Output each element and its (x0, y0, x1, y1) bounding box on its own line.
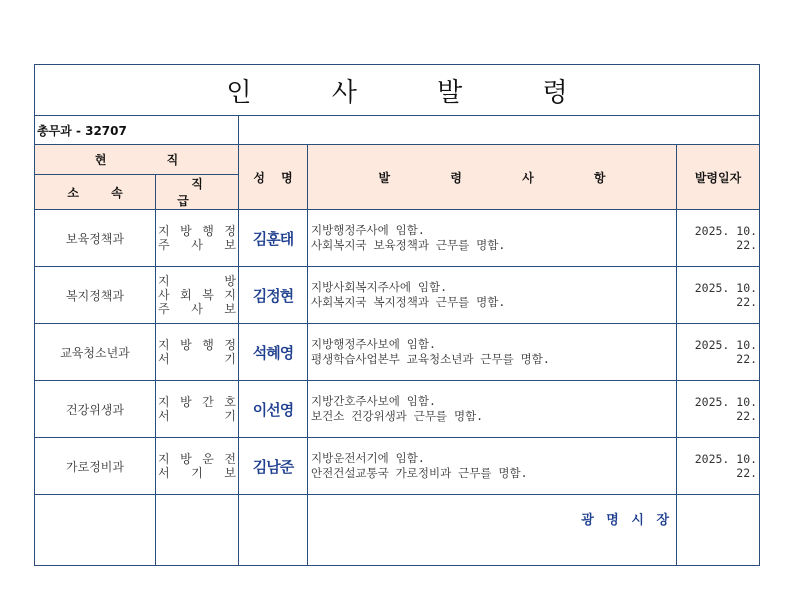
grade-char: 방 (180, 338, 192, 352)
row-date: 2025. 10. 22. (677, 324, 760, 381)
grade-char: 주 (158, 302, 170, 316)
grade-line (158, 452, 236, 466)
row-dept: 보육정책과 (35, 210, 156, 267)
grade-char: 기 (191, 466, 203, 480)
grade-char: 사 (158, 288, 170, 302)
row-name-cell (239, 267, 308, 324)
header-grade (156, 175, 239, 210)
order-line: 지방간호주사보에 임함. (311, 394, 436, 408)
header-current-position (35, 145, 239, 175)
header-affiliation-label: 소 속 (67, 185, 137, 200)
table-row (35, 267, 760, 324)
row-name: 김정현 (252, 286, 294, 305)
grade-char: 보 (224, 238, 236, 252)
grade-line (158, 238, 236, 252)
order-line: 지방운전서기에 임함. (311, 451, 425, 465)
footer-cell-2 (156, 495, 239, 566)
row-name: 김훈태 (252, 229, 294, 248)
header-current-position-label: 현 직 (94, 153, 207, 167)
header-name-label: 성 명 (253, 170, 299, 185)
grade-char: 보 (224, 466, 236, 480)
grade-char: 정 (224, 224, 236, 238)
row-date: 2025. 10. 22. (677, 438, 760, 495)
grade-char: 지 (158, 224, 170, 238)
row-date: 2025. 10. 22. (677, 210, 760, 267)
footer-cell-1 (35, 495, 156, 566)
row-order (308, 381, 677, 438)
table-row (35, 438, 760, 495)
header-grade-label: 직 급 (177, 177, 231, 208)
grade-char: 간 (202, 395, 214, 409)
header-order-label: 발 령 사 항 (378, 170, 634, 185)
grade-char: 서 (158, 409, 170, 423)
grade-char: 주 (158, 238, 170, 252)
table-row (35, 210, 760, 267)
row-name-cell (239, 381, 308, 438)
row-grade (156, 438, 239, 495)
grade-char: 정 (224, 338, 236, 352)
grade-char: 사 (191, 238, 203, 252)
grade-char: 행 (202, 338, 214, 352)
order-line: 지방행정주사에 임함. (311, 223, 425, 237)
personnel-order-document (34, 64, 759, 566)
row-grade (156, 210, 239, 267)
row-name: 이선영 (252, 400, 294, 419)
grade-char: 회 (180, 288, 192, 302)
row-grade (156, 381, 239, 438)
row-order (308, 267, 677, 324)
grade-line (158, 288, 236, 302)
grade-char: 복 (202, 288, 214, 302)
footer-cell-3 (239, 495, 308, 566)
order-line: 평생학습사업본부 교육청소년과 근무를 명함. (311, 352, 550, 366)
row-dept: 건강위생과 (35, 381, 156, 438)
header-date-label: 발령일자 (694, 170, 742, 185)
row-name-cell (239, 438, 308, 495)
row-order (308, 324, 677, 381)
signature: 광 명 시 장 (308, 495, 677, 566)
blank-header-cell (239, 116, 760, 145)
grade-char: 방 (180, 452, 192, 466)
grade-char: 전 (224, 452, 236, 466)
grade-char: 보 (224, 302, 236, 316)
order-line: 사회복지국 복지정책과 근무를 명함. (311, 295, 506, 309)
grade-line (158, 338, 236, 352)
dept-code: 총무과 - 32707 (35, 116, 239, 145)
document-title: 인 사 발 령 (226, 77, 604, 108)
grade-line (158, 224, 236, 238)
order-line: 지방행정주사보에 임함. (311, 337, 436, 351)
order-line: 사회복지국 보육정책과 근무를 명함. (311, 238, 506, 252)
order-line: 지방사회복지주사에 임함. (311, 280, 448, 294)
personnel-order-table (34, 64, 760, 566)
grade-char: 서 (158, 352, 170, 366)
row-order (308, 210, 677, 267)
row-name-cell (239, 210, 308, 267)
grade-char: 호 (224, 395, 236, 409)
grade-char: 사 (191, 302, 203, 316)
grade-char: 서 (158, 466, 170, 480)
grade-char: 방 (224, 274, 236, 288)
grade-line (158, 274, 236, 288)
row-grade (156, 324, 239, 381)
row-name: 김남준 (252, 457, 294, 476)
row-dept: 교육청소년과 (35, 324, 156, 381)
order-line: 보건소 건강위생과 근무를 명함. (311, 409, 484, 423)
table-row (35, 324, 760, 381)
grade-char: 방 (180, 395, 192, 409)
header-date (677, 145, 760, 210)
grade-char: 기 (224, 352, 236, 366)
grade-line (158, 409, 236, 423)
row-name: 석혜영 (252, 343, 294, 362)
row-dept: 가로정비과 (35, 438, 156, 495)
table-row (35, 381, 760, 438)
header-name (239, 145, 308, 210)
grade-line (158, 395, 236, 409)
grade-char: 지 (224, 288, 236, 302)
row-grade (156, 267, 239, 324)
title-cell (35, 65, 760, 116)
row-name-cell (239, 324, 308, 381)
row-order (308, 438, 677, 495)
grade-char: 지 (158, 452, 170, 466)
grade-line (158, 352, 236, 366)
footer-cell-5 (677, 495, 760, 566)
row-date: 2025. 10. 22. (677, 381, 760, 438)
grade-char: 행 (202, 224, 214, 238)
row-date: 2025. 10. 22. (677, 267, 760, 324)
grade-char: 지 (158, 274, 170, 288)
header-order (308, 145, 677, 210)
grade-char: 방 (180, 224, 192, 238)
order-line: 안전건설교통국 가로정비과 근무를 명함. (311, 466, 528, 480)
grade-char: 기 (224, 409, 236, 423)
grade-line (158, 466, 236, 480)
grade-char: 지 (158, 338, 170, 352)
grade-char: 지 (158, 395, 170, 409)
header-affiliation (35, 175, 156, 210)
grade-char: 운 (202, 452, 214, 466)
grade-line (158, 302, 236, 316)
row-dept: 복지정책과 (35, 267, 156, 324)
